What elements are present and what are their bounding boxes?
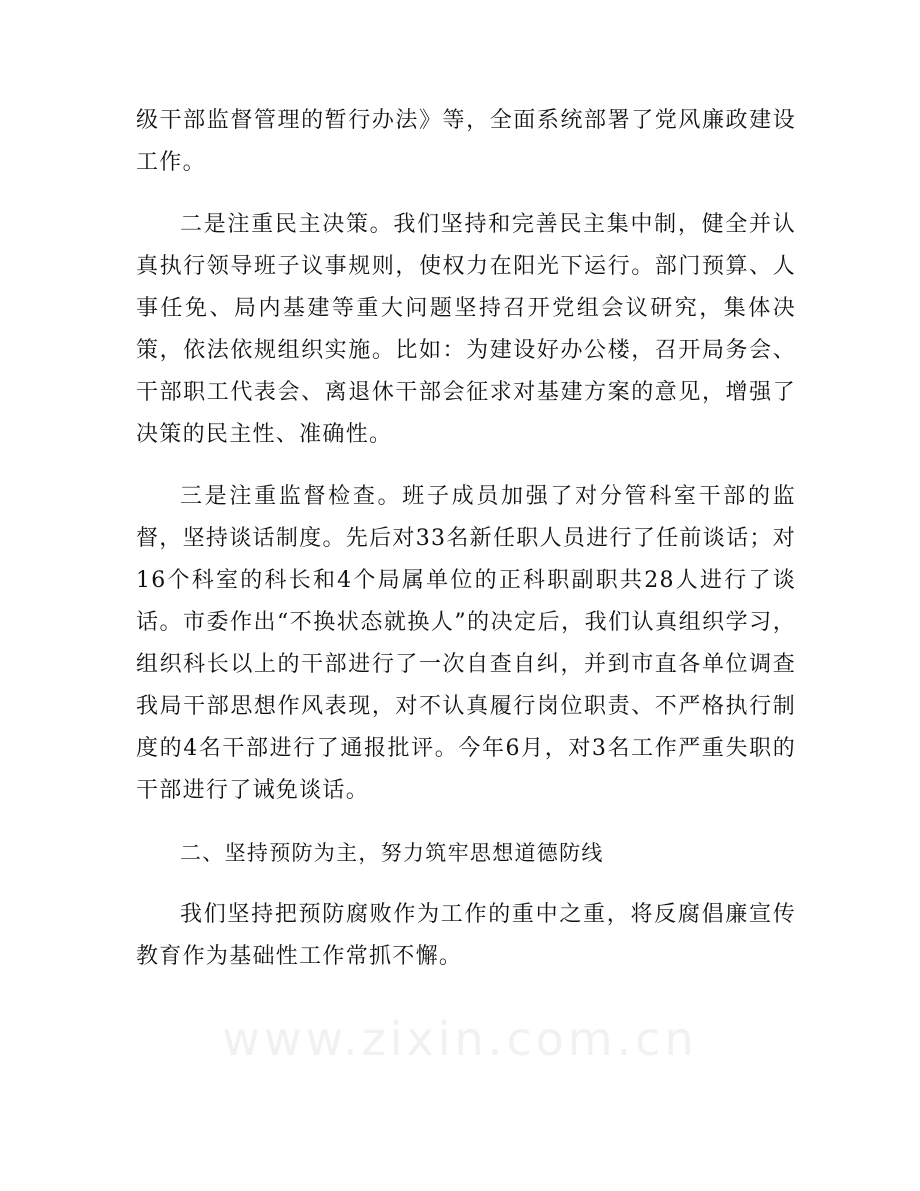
document-body — [136, 100, 796, 998]
paragraph-prevention: 我们坚持把预防腐败作为工作的重中之重，将反腐倡廉宣传教育作为基础性工作常抓不懈。 — [136, 902, 796, 969]
paragraph-democratic-decision: 二是注重民主决策。我们坚持和完善民主集中制，健全并认真执行领导班子议事规则，使权力在阳光下运行。部门预算、人事任免、局内基建等重大问题坚持召开党组会议研究，集体决策，依法依规组织实施。比如：为建设好办公楼，召开局务会、干部职工代表会、离退休干部会征求对基建方案的意见，增强了决策的民主性、准确性。 — [136, 212, 796, 447]
section-heading: 二、坚持预防为主，努力筑牢思想道德防线 — [180, 841, 604, 865]
paragraph-supervision-inspection: 三是注重监督检查。班子成员加强了对分管科室干部的监督，坚持谈话制度。先后对33名新任职人员进行了任前谈话；对16个科室的科长和4个局属单位的正科职副职共28人进行了谈话。市委作出“不换状态就换人”的决定后，我们认真组织学习，组织科长以上的干部进行了一次自查自纠，并到市直各单位调查我局干部思想作风表现，对不认真履行岗位职责、不严格执行制度的4名干部进行了通报批评。今年6月，对3名工作严重失职的干部进行了诫免谈话。 — [136, 484, 796, 803]
watermark: www.zixin.com.cn — [222, 1012, 698, 1066]
paragraph-continued: 级干部监督管理的暂行办法》等，全面系统部署了党风廉政建设工作。 — [136, 108, 796, 175]
